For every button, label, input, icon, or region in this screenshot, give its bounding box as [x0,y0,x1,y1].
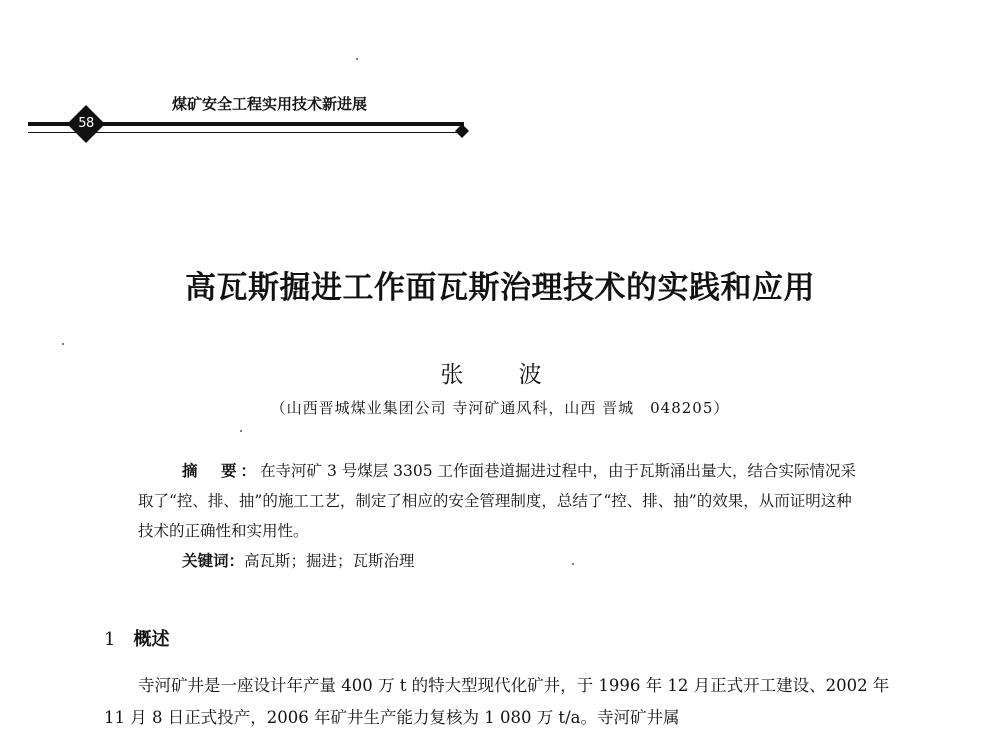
scan-speck [240,430,242,432]
rule-end-diamond-icon [455,124,469,138]
section-paragraph: 寺河矿井是一座设计年产量 400 万 t 的特大型现代化矿井，于 1996 年 12 月正式开工建设、2002 年 11 月 8 日正式投产，2006 年矿井生产能力复核为 1 080 万 t/a。寺河矿井属 [104,676,890,727]
abstract-paragraph [138,456,866,546]
section-title: 概述 [133,629,170,650]
section-heading [104,625,169,651]
section-body [104,670,894,734]
scan-speck [356,58,358,60]
page-number: 58 [78,116,94,131]
abstract [138,456,866,546]
abstract-text: 在寺河矿 3 号煤层 3305 工作面巷道掘进过程中，由于瓦斯涌出量大，结合实际情况采取了“控、排、抽”的施工工艺，制定了相应的安全管理制度，总结了“控、排、抽”的效果，从而证明这种技术的正确性和实用性。 [138,462,857,540]
article-title: 高瓦斯掘进工作面瓦斯治理技术的实践和应用 [185,270,815,306]
scan-speck [62,343,64,345]
keywords-text: 高瓦斯；掘进；瓦斯治理 [244,552,415,570]
running-title: 煤矿安全工程实用技术新进展 [172,95,368,113]
abstract-label: 摘 要： [182,461,261,480]
article-author: 张 波 [440,362,566,388]
article-affiliation: （山西晋城煤业集团公司 寺河矿通风科，山西 晋城 048205） [270,399,730,417]
keywords-label: 关键词： [182,551,245,570]
section-number: 1 [104,629,116,650]
keywords [182,549,415,571]
scan-speck [572,563,574,565]
